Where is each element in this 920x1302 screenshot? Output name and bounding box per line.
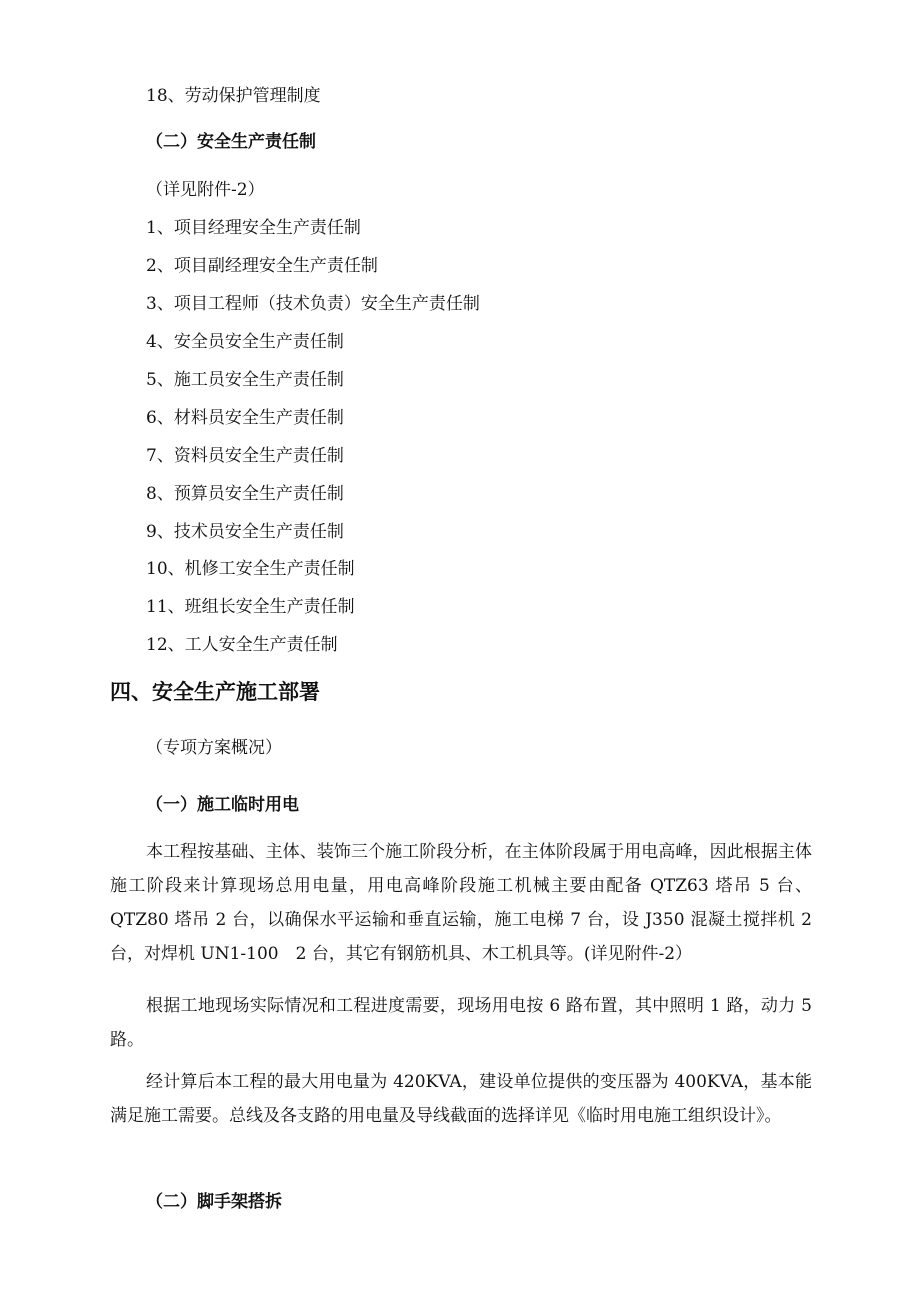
list-item: 11、班组长安全生产责任制 bbox=[146, 597, 355, 617]
list-item: 3、项目工程师（技术负责）安全生产责任制 bbox=[146, 294, 480, 314]
list-item: 5、施工员安全生产责任制 bbox=[146, 370, 344, 390]
temp-power-paragraph: 本工程按基础、主体、装饰三个施工阶段分析，在主体阶段属于用电高峰，因此根据主体施工阶段来计算现场总用电量，用电高峰阶段施工机械主要由配备 QTZ63 塔吊 5 台、QTZ80 塔吊 2 台，以确保水平运输和垂直运输，施工电梯 7 台，设 J350 混凝土搅拌机 2 台，对焊机 UN1-100 2 台，其它有钢筋机具、木工机具等。(详见附件-2） bbox=[110, 842, 812, 964]
see-attachment-note: （详见附件-2） bbox=[146, 180, 265, 200]
temp-power-paragraph: 根据工地现场实际情况和工程进度需要，现场用电按 6 路布置，其中照明 1 路，动力 5 路。 bbox=[110, 996, 812, 1050]
plan-overview-note: （专项方案概况） bbox=[146, 738, 282, 758]
list-item: 7、资料员安全生产责任制 bbox=[146, 446, 344, 466]
chapter-4-heading: 四、安全生产施工部署 bbox=[110, 679, 320, 704]
list-item: 9、技术员安全生产责任制 bbox=[146, 522, 344, 542]
list-item: 2、项目副经理安全生产责任制 bbox=[146, 256, 378, 276]
list-item: 8、预算员安全生产责任制 bbox=[146, 484, 344, 504]
list-item: 12、工人安全生产责任制 bbox=[146, 635, 338, 655]
item-18-text: 18、劳动保护管理制度 bbox=[146, 86, 321, 106]
list-item: 6、材料员安全生产责任制 bbox=[146, 408, 344, 428]
list-item: 1、项目经理安全生产责任制 bbox=[146, 218, 361, 238]
temp-power-paragraph: 经计算后本工程的最大用电量为 420KVA，建设单位提供的变压器为 400KVA，基本能满足施工需要。总线及各支路的用电量及导线截面的选择详见《临时用电施工组织设计》。 bbox=[110, 1072, 812, 1126]
subsection-safety-responsibility-title: （二）安全生产责任制 bbox=[146, 132, 316, 152]
list-item: 4、安全员安全生产责任制 bbox=[146, 332, 344, 352]
temp-power-heading: （一）施工临时用电 bbox=[146, 795, 299, 815]
list-item: 10、机修工安全生产责任制 bbox=[146, 559, 355, 579]
scaffold-heading: （二）脚手架搭拆 bbox=[146, 1192, 282, 1212]
